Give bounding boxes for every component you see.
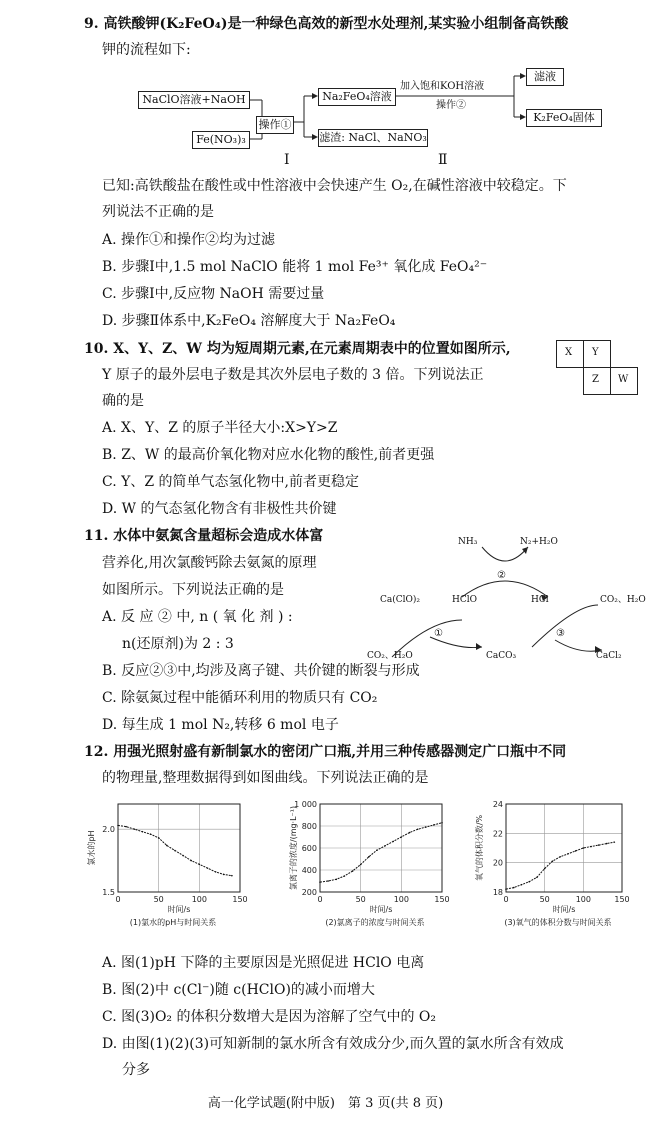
chart3-xtick-label: 150 [614,895,630,904]
chart3-data-point [575,850,577,852]
q11-option-a-line2: n(还原剂)为 2 : 3 [122,636,234,652]
chart1-xtick-label: 150 [232,895,248,904]
chart2-data-point [392,841,394,843]
chart1-data-point [142,831,144,833]
flow-box-feno3: Fe(NO₃)₃ [192,131,250,149]
diagram-nh3: NH₃ [458,537,478,547]
chart3-ytick-label: 24 [492,800,503,809]
chart3-data-point [552,860,554,862]
chart1-frame [118,804,240,892]
q10-line1: 10. X、Y、Z、W 均为短周期元素,在元素周期表中的位置如图所示, [84,341,511,357]
q9-known-line2: 列说法不正确的是 [102,204,214,220]
chart2-ytick-label: 600 [301,844,317,853]
flow-step-2: Ⅱ [438,152,448,168]
page-footer: 高一化学试题(附中版) 第 3 页(共 8 页) [207,1096,444,1111]
chart3-data-point [606,843,608,845]
table-cell-z: Z [592,374,599,385]
q10-line3: 确的是 [102,393,144,409]
chart3-data-point [521,884,523,886]
q12-option-d-line2: 分多 [122,1062,150,1078]
chart2-ytick-label: 1 000 [294,800,317,809]
chart2-data-point [352,870,354,872]
chart2-ytick-label: 400 [301,866,317,875]
diagram-cacl2: CaCl₂ [596,651,622,661]
chart1-data-point [117,825,119,827]
q11-option-c: C. 除氨氮过程中能循环利用的物质只有 CO₂ [102,690,378,706]
flow-box-naclo: NaClO溶液+NaOH [138,91,250,109]
chart3-data-point [583,847,585,849]
chart1-ylabel: 氯水的pH [87,830,96,866]
chart1-data-point [150,833,152,835]
chart3-xtick-label: 0 [503,895,509,904]
q11-line3: 如图所示。下列说法正确的是 [102,582,284,598]
chart1-data-point [215,871,217,873]
chart2-data-point [335,879,337,881]
q9-known-line1: 已知:高铁酸盐在酸性或中性溶液中会快速产生 O₂,在碱性溶液中较稳定。下 [102,178,567,194]
chart1-data-point [158,837,160,839]
q11-option-d: D. 每生成 1 mol N₂,转移 6 mol 电子 [102,717,339,733]
diagram-circle-2: ② [497,570,506,581]
chart3-data-point [505,888,507,890]
chart2-data-point [344,875,346,877]
chart3-ytick-label: 18 [492,888,503,897]
chart3-ylabel: 氧气的体积分数/% [475,814,484,882]
chart3-data-point [567,853,569,855]
flow-arrow-label-koh: 加入饱和KOH溶液 [400,81,485,92]
q9-line2: 钾的流程如下: [102,42,191,58]
q11-option-b: B. 反应②③中,均涉及离子键、共价键的断裂与形成 [102,663,420,679]
chart2-data-point [376,849,378,851]
chart2-data-point [401,836,403,838]
diagram-co2-h2o-right: CO₂、H₂O [600,595,646,605]
chart1-ytick-label: 1.5 [102,888,115,897]
chart2-title: (2)氯离子的浓度与时间关系 [325,918,425,927]
chart3-xtick-label: 100 [575,895,591,904]
chart1-xtick-label: 0 [115,895,121,904]
q10-option-d: D. W 的气态氢化物含有非极性共价键 [102,501,337,517]
chart3-series-line [506,842,614,889]
chart1-data-point [207,867,209,869]
chart3-data-point [590,846,592,848]
chart3-data-point [559,856,561,858]
chart3-title: (3)氧气的体积分数与时间关系 [504,918,612,927]
chart2-xtick-label: 0 [317,895,323,904]
table-cell-y: Y [592,347,599,358]
chart1-data-point [182,855,184,857]
q9-option-a: A. 操作①和操作②均为过滤 [102,232,276,248]
chart3-data-point [536,877,538,879]
chart2-data-point [319,881,321,883]
chart1-data-point [174,850,176,852]
chart2-data-point [417,829,419,831]
chart2-data-point [409,832,411,834]
chart1-data-point [199,864,201,866]
diagram-hclo: HClO [452,595,477,605]
flow-box-residue: 滤渣: NaCl、NaNO₃ [318,129,428,147]
chart2-data-point [433,824,435,826]
diagram-n2-h2o: N₂+H₂O [520,537,558,547]
chart1-xtick-label: 50 [153,895,164,904]
chart1-ytick-label: 2.0 [102,825,115,835]
diagram-co2-h2o-left: CO₂、H₂O [367,651,413,661]
q12-line2: 的物理量,整理数据得到如图曲线。下列说法正确的是 [102,770,429,786]
chart1-xtick-label: 100 [191,895,207,904]
chart2-data-point [425,826,427,828]
flow-box-k2feo4: K₂FeO₄固体 [526,109,602,127]
q9-line1: 9. 高铁酸钾(K₂FeO₄)是一种绿色高效的新型水处理剂,某实验小组制备高铁酸 [84,16,569,32]
q11-line1: 11. 水体中氨氮含量超标会造成水体富 [84,528,324,544]
diagram-caclo2: Ca(ClO)₂ [380,595,421,605]
flow-box-na2feo4: Na₂FeO₄溶液 [318,88,396,106]
q12-option-c: C. 图(3)O₂ 的体积分数增大是因为溶解了空气中的 O₂ [102,1009,437,1025]
chart1-xlabel: 时间/s [167,905,191,914]
q10-option-b: B. Z、W 的最高价氧化物对应水化物的酸性,前者更强 [102,447,435,463]
chart3-frame [506,804,622,892]
flow-step-1: Ⅰ [284,152,290,168]
chart1-data-point [133,828,135,830]
chart3-data-point [513,887,515,889]
chart1-data-point [231,875,233,877]
chart2-data-point [384,845,386,847]
chart2-ytick-label: 200 [301,888,317,897]
q12-option-b: B. 图(2)中 c(Cl⁻)随 c(HClO)的减小而增大 [102,982,375,998]
q10-option-c: C. Y、Z 的简单气态氢化物中,前者更稳定 [102,474,359,490]
chart2-series-line [320,823,442,882]
q9-option-b: B. 步骤Ⅰ中,1.5 mol NaClO 能将 1 mol Fe³⁺ 氧化成 FeO₄²⁻ [102,259,488,275]
chart3-data-point [598,844,600,846]
q10-option-a: A. X、Y、Z 的原子半径大小:X>Y>Z [102,420,338,436]
chart2-data-point [441,822,443,824]
chart3-data-point [528,881,530,883]
chart1-data-point [166,845,168,847]
flow-arrow-label-op2: 操作② [436,100,466,111]
chart2-ylabel: 氯离子的浓度/(mg·L⁻¹) [289,805,298,891]
chart3-ytick-label: 20 [492,858,503,868]
chart2-data-point [360,864,362,866]
q9-option-d: D. 步骤Ⅱ体系中,K₂FeO₄ 溶解度大于 Na₂FeO₄ [102,313,396,329]
q12-option-a: A. 图(1)pH 下降的主要原因是光照促进 HClO 电离 [102,955,425,971]
chart1-data-point [125,826,127,828]
chart2-ytick-label: 800 [301,822,317,831]
chart1-data-point [223,874,225,876]
diagram-caco3: CaCO₃ [486,651,517,661]
chart3-xtick-label: 50 [539,895,550,904]
diagram-circle-1: ① [434,628,443,639]
flow-box-filtrate: 滤液 [526,68,564,86]
chart2-xtick-label: 150 [434,895,450,904]
chart1-title: (1)氯水的pH与时间关系 [129,918,217,927]
chart3-xlabel: 时间/s [552,905,576,914]
chart2-data-point [327,880,329,882]
diagram-hcl: HCl [531,595,549,605]
chart2-xtick-label: 100 [393,895,409,904]
table-cell-w: W [618,374,629,385]
q12-charts [0,796,651,946]
chart2-xlabel: 时间/s [369,905,393,914]
q11-line2: 营养化,用次氯酸钙除去氨氮的原理 [102,555,317,571]
chart3-data-point [613,841,615,843]
chart3-data-point [544,868,546,870]
q12-line1: 12. 用强光照射盛有新制氯水的密闭广口瓶,并用三种传感器测定广口瓶中不同 [84,744,567,760]
flow-box-op1: 操作① [256,116,294,134]
q9-option-c: C. 步骤Ⅰ中,反应物 NaOH 需要过量 [102,286,325,302]
diagram-circle-3: ③ [556,628,565,639]
chart2-data-point [368,856,370,858]
table-cell-x: X [565,347,573,358]
chart1-data-point [190,860,192,862]
chart3-ytick-label: 22 [492,829,503,839]
q11-option-a-line1: A. 反 应 ② 中, n ( 氧 化 剂 ) : [102,609,293,625]
q12-option-d-line1: D. 由图(1)(2)(3)可知新制的氯水所含有效成分少,而久置的氯水所含有效成 [102,1036,564,1052]
chart2-xtick-label: 50 [355,895,366,904]
q10-line2: Y 原子的最外层电子数是其次外层电子数的 3 倍。下列说法正 [102,367,484,383]
